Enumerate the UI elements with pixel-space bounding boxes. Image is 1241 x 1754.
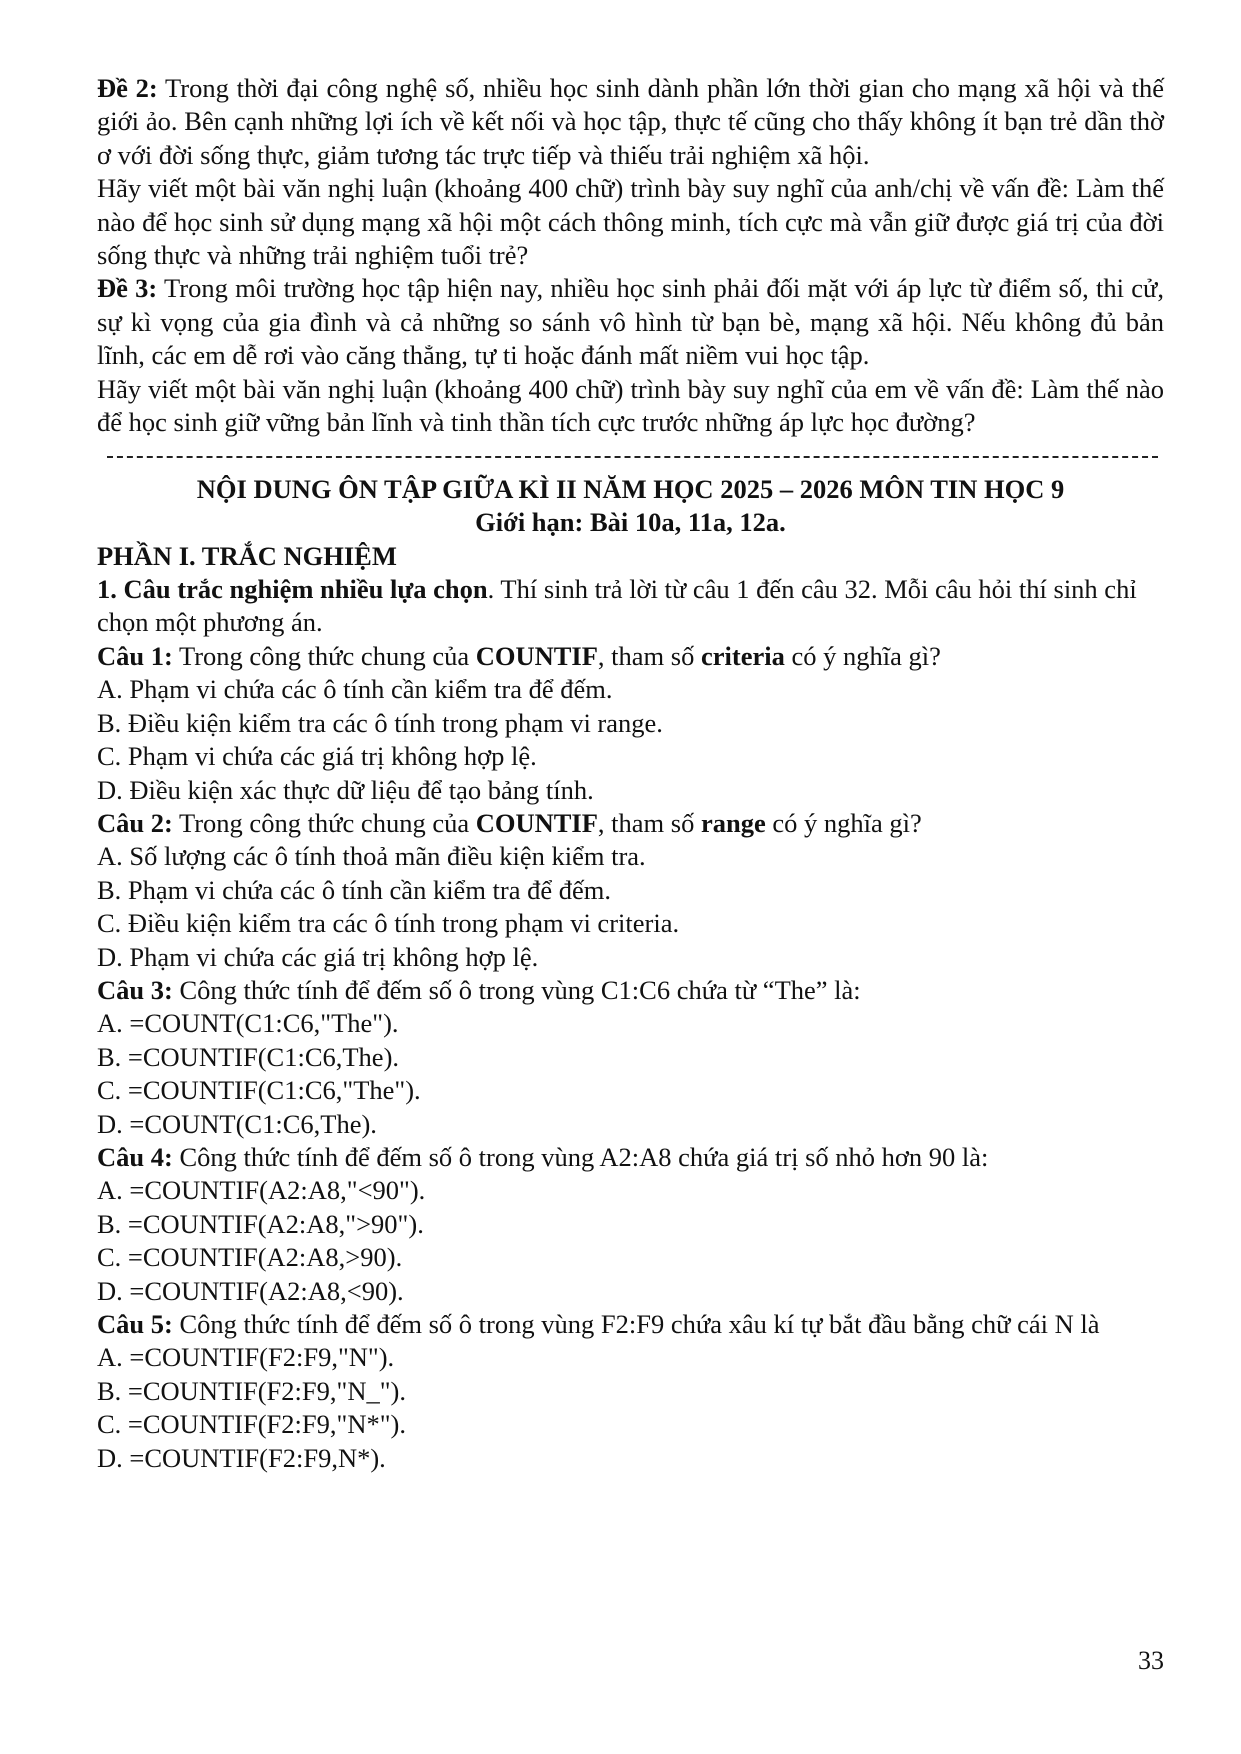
option-c: C. Phạm vi chứa các giá trị không hợp lệ.	[97, 741, 537, 772]
question-label: Câu 4:	[97, 1141, 173, 1172]
de2-task: Hãy viết một bài văn nghị luận (khoảng 400 chữ) trình bày suy nghĩ của anh/chị về vấn đề: Làm thế nào để học sinh sử dụng mạng xã hội một cách thông minh, tích cực mà vẫn giữ được giá trị của đời sống thực và những trải nghiệm tuổi trẻ?	[97, 173, 1164, 271]
option-d: D. =COUNTIF(F2:F9,N*).	[97, 1442, 386, 1473]
de3-paragraph	[97, 272, 1164, 372]
document-page	[97, 72, 1164, 1475]
de2-text: Trong thời đại công nghệ số, nhiều học sinh dành phần lớn thời gian cho mạng xã hội và thế giới ảo. Bên cạnh những lợi ích về kết nối và học tập, thực tế cũng cho thấy không ít bạn trẻ dần thờ ơ với đời sống thực, giảm tương tác trực tiếp và thiếu trải nghiệm xã hội.	[97, 73, 1164, 170]
option-d: D. Điều kiện xác thực dữ liệu để tạo bảng tính.	[97, 774, 594, 805]
option-d: D. Phạm vi chứa các giá trị không hợp lệ.	[97, 941, 539, 972]
question-text: , tham số	[597, 807, 701, 838]
question-text: Trong công thức chung của	[172, 807, 476, 838]
question-text: có ý nghĩa gì?	[784, 640, 941, 671]
question-keyword: COUNTIF	[475, 640, 598, 671]
question-text: có ý nghĩa gì?	[765, 807, 922, 838]
de2-paragraph	[97, 72, 1164, 172]
question-label: Câu 2:	[97, 807, 173, 838]
option-a: A. Phạm vi chứa các ô tính cần kiểm tra để đếm.	[97, 674, 613, 705]
option-c: C. =COUNTIF(A2:A8,>90).	[97, 1242, 403, 1273]
de3-label: Đề 3:	[97, 273, 158, 304]
dashed-divider	[97, 439, 1164, 472]
option-b: B. =COUNTIF(A2:A8,">90").	[97, 1208, 424, 1239]
question-text: Công thức tính để đếm số ô trong vùng F2:F9 chứa xâu kí tự bắt đầu bằng chữ cái N là	[172, 1309, 1100, 1340]
option-c: C. =COUNTIF(F2:F9,"N*").	[97, 1409, 406, 1440]
question-text: Trong công thức chung của	[172, 640, 476, 671]
option-a: A. =COUNT(C1:C6,"The").	[97, 1008, 399, 1039]
option-c: C. =COUNTIF(C1:C6,"The").	[97, 1075, 421, 1106]
section-text: . Thí sinh trả lời từ câu 1 đến câu 32. Mỗi câu hỏi thí sinh chỉ chọn một phương án.	[97, 574, 1137, 638]
de3-text: Trong môi trường học tập hiện nay, nhiều học sinh phải đối mặt với áp lực từ điểm số, thi cử, sự kì vọng của gia đình và cả những so sánh vô hình từ bạn bè, mạng xã hội. Nếu không đủ bản lĩnh, các em dễ rơi vào căng thẳng, tự ti hoặc đánh mất niềm vui học tập.	[97, 273, 1164, 371]
question-3	[97, 974, 1164, 1007]
question-text: Công thức tính để đếm số ô trong vùng C1:C6 chứa từ “The” là:	[172, 974, 861, 1005]
option-a: A. =COUNTIF(A2:A8,"<90").	[97, 1175, 426, 1206]
question-label: Câu 5:	[97, 1309, 173, 1340]
option-b: B. =COUNTIF(F2:F9,"N_").	[97, 1375, 406, 1406]
question-4	[97, 1141, 1164, 1174]
de2-label: Đề 2:	[97, 73, 158, 103]
question-5	[97, 1308, 1164, 1341]
option-b: B. =COUNTIF(C1:C6,The).	[97, 1041, 400, 1072]
option-c: C. Điều kiện kiểm tra các ô tính trong phạm vi criteria.	[97, 908, 680, 939]
option-b: B. Phạm vi chứa các ô tính cần kiểm tra để đếm.	[97, 874, 612, 905]
review-limit: Giới hạn: Bài 10a, 11a, 12a.	[475, 507, 786, 538]
option-a: A. =COUNTIF(F2:F9,"N").	[97, 1342, 395, 1373]
option-b: B. Điều kiện kiểm tra các ô tính trong phạm vi range.	[97, 707, 663, 738]
question-keyword: COUNTIF	[475, 807, 598, 838]
question-text: , tham số	[597, 640, 701, 671]
page-number: 33	[1138, 1646, 1164, 1675]
question-keyword: criteria	[700, 640, 785, 671]
part1-section	[97, 573, 1164, 640]
question-label: Câu 1:	[97, 640, 173, 671]
question-keyword: range	[700, 807, 766, 838]
question-label: Câu 3:	[97, 974, 173, 1005]
section-title: 1. Câu trắc nghiệm nhiều lựa chọn	[97, 574, 488, 605]
question-1	[97, 640, 1164, 673]
de3-task: Hãy viết một bài văn nghị luận (khoảng 400 chữ) trình bày suy nghĩ của em về vấn đề: Làm thế nào để học sinh giữ vững bản lĩnh và tinh thần tích cực trước những áp lực học đường?	[97, 373, 1164, 438]
question-text: Công thức tính để đếm số ô trong vùng A2:A8 chứa giá trị số nhỏ hơn 90 là:	[172, 1141, 989, 1172]
option-d: D. =COUNT(C1:C6,The).	[97, 1108, 377, 1139]
option-d: D. =COUNTIF(A2:A8,<90).	[97, 1275, 404, 1306]
option-a: A. Số lượng các ô tính thoả mãn điều kiện kiểm tra.	[97, 841, 646, 872]
question-2	[97, 807, 1164, 840]
review-title: NỘI DUNG ÔN TẬP GIỮA KÌ II NĂM HỌC 2025 – 2026 MÔN TIN HỌC 9	[196, 473, 1065, 504]
part1-title: PHẦN I. TRẮC NGHIỆM	[97, 540, 397, 571]
